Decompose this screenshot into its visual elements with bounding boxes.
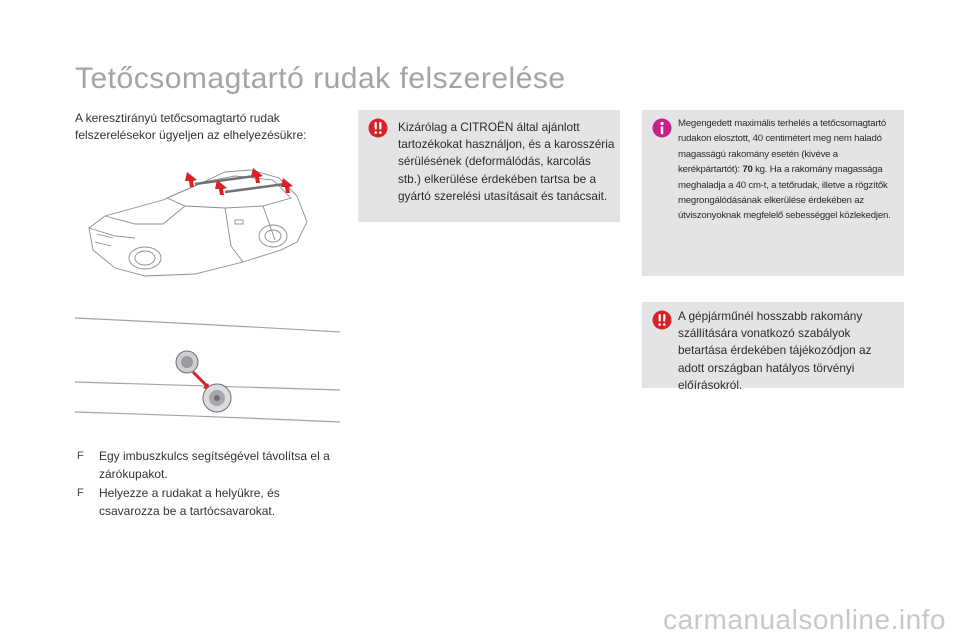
info-text-start: Megengedett maximális terhelés a tetőcsomagtartó rudakon elosztott, 40 centimétert meg nem haladó magasságú rakomány esetén (kivéve a kerékpártartót): <box>678 118 886 176</box>
warning-icon <box>368 118 388 138</box>
end-cap-detail <box>176 351 231 412</box>
watermark: carmanualsonline.info <box>663 604 946 635</box>
roof-bars-illustration <box>75 150 340 432</box>
page-title: Tetőcsomagtartó rudak felszerelése <box>75 62 566 95</box>
list-item <box>75 448 343 483</box>
step-text: Egy imbuszkulcs segítségével távolítsa el a zárókupakot. <box>99 449 330 481</box>
info-text <box>678 116 902 224</box>
warning-icon <box>652 310 672 330</box>
list-item <box>75 485 343 520</box>
info-text-end: kg. Ha a rakomány magassága meghaladja a 40 cm-t, a tetőrudak, illetve a rögzítők megrongálódásának elkerülése érdekében az útviszonyoknak megfelelő sebességgel közlekedjen. <box>678 164 891 222</box>
step-text: Helyezze a rudakat a helyükre, és csavarozza be a tartócsavarokat. <box>99 486 280 518</box>
bullet-marker: F <box>77 450 84 462</box>
max-load-value: 70 <box>742 164 753 176</box>
info-box-max-load <box>642 110 904 276</box>
warning-text: Kizárólag a CITROËN által ajánlott tartozékokat használjon, és a karosszéria sérülésének (deformálódás, karcolás stb.) elkerülése érdekében tartsa be a gyártó szerelési utasításait és tanácsait. <box>398 120 615 203</box>
bullet-marker: F <box>77 487 84 499</box>
steps-list <box>75 448 343 522</box>
warning-box-accessories <box>358 110 620 222</box>
info-icon <box>652 118 672 138</box>
warning-box-long-load <box>642 302 904 392</box>
warning-text: A gépjárműnél hosszabb rakomány szállítására vonatkozó szabályok betartása érdekében tájékozódjon az adott országban hatályos törvényi előírásokról. <box>678 309 872 392</box>
roof-bars <box>195 176 285 192</box>
intro-text: A keresztirányú tetőcsomagtartó rudak felszerelésekor ügyeljen az elhelyezésükre: <box>75 111 307 142</box>
